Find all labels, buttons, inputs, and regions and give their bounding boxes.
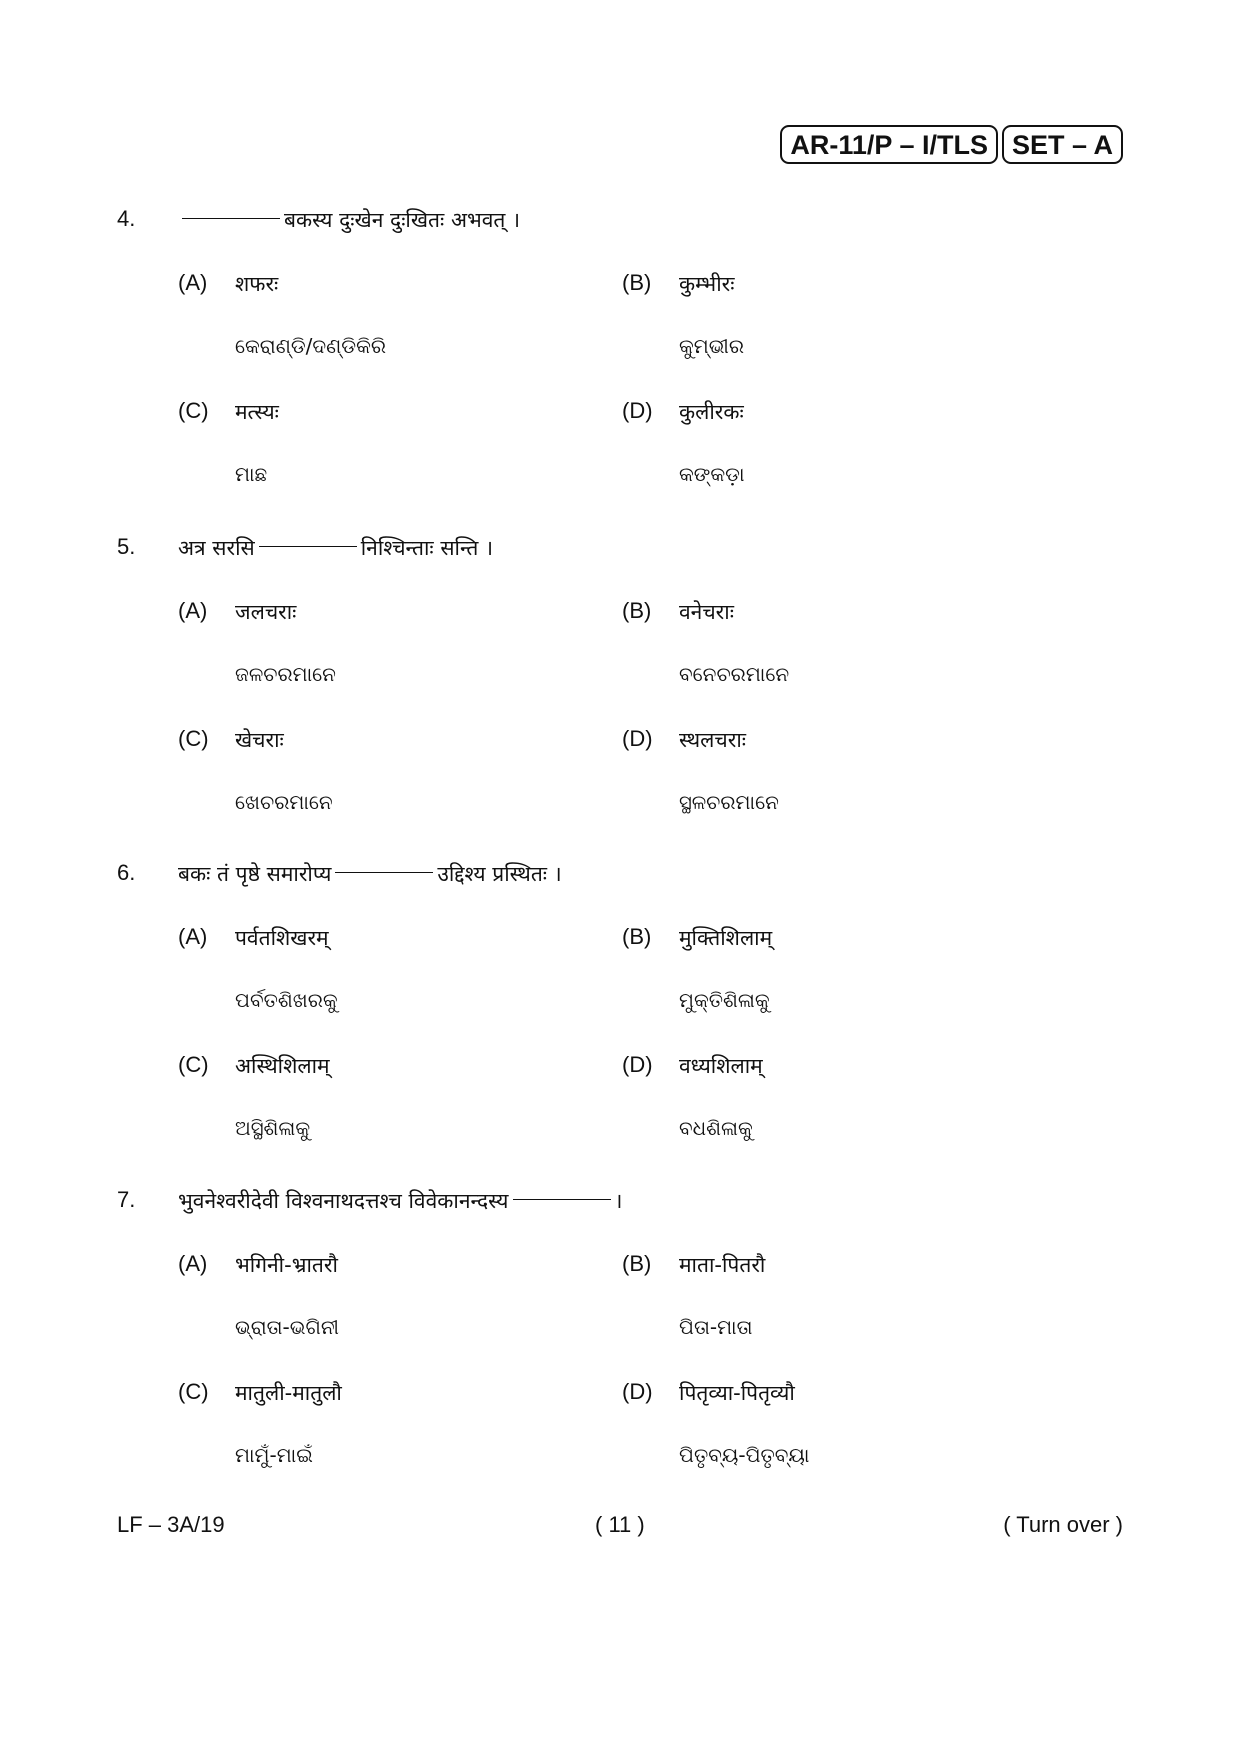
option-label: (D) <box>622 398 653 423</box>
turn-over-note: ( Turn over ) <box>1003 1512 1123 1537</box>
option-label: (D) <box>622 1052 653 1077</box>
stem-before: भुवनेश्वरीदेवी विश्वनाथदत्तश्च विवेकानन्दस्य <box>178 1189 509 1213</box>
option-label: (D) <box>622 1379 653 1404</box>
option-label: (C) <box>178 726 209 751</box>
option-odia: ବଧଶିଳାକୁ <box>679 1116 753 1140</box>
option-label: (A) <box>178 270 208 295</box>
option-odia: ଭ୍ରାତା-ଭଗିନୀ <box>235 1315 339 1339</box>
option-odia: ପର୍ବତଶିଖରକୁ <box>235 988 338 1012</box>
stem-after: उद्दिश्य प्रस्थितः । <box>437 862 562 886</box>
question-stem <box>178 860 562 888</box>
option-odia: ପିତା-ମାତା <box>679 1315 753 1339</box>
option-sanskrit: भगिनी-भ्रातरौ <box>235 1253 338 1277</box>
option-label: (C) <box>178 398 209 423</box>
question-number: 5. <box>117 534 136 559</box>
option-odia: କେରାଣ୍ଡି/ଦଣ୍ଡିକିରି <box>235 334 387 358</box>
stem-after: बकस्य दुःखेन दुःखितः अभवत् । <box>284 208 521 232</box>
fill-blank <box>182 217 280 219</box>
question-number: 6. <box>117 860 136 885</box>
option-label: (B) <box>622 270 652 295</box>
option-sanskrit: मातुली-मातुलौ <box>235 1381 342 1405</box>
option-label: (B) <box>622 1251 652 1276</box>
option-label: (C) <box>178 1379 209 1404</box>
option-sanskrit: अस्थिशिलाम् <box>235 1054 330 1078</box>
option-sanskrit: वनेचराः <box>679 600 734 624</box>
option-label: (D) <box>622 726 653 751</box>
option-odia: କଙ୍କଡ଼ା <box>679 462 745 486</box>
fill-blank <box>259 545 357 547</box>
option-odia: ମୁକ୍ତିଶିଳାକୁ <box>679 988 770 1012</box>
question-number: 7. <box>117 1187 136 1212</box>
option-label: (B) <box>622 924 652 949</box>
option-odia: ପିତୃବ୍ୟ-ପିତୃବ୍ୟା <box>679 1443 810 1467</box>
option-odia: ଜଳଚରମାନେ <box>235 662 336 686</box>
option-odia: ମାଛ <box>235 462 268 486</box>
paper-code-box: AR-11/P – I/TLS <box>780 125 998 164</box>
fill-blank <box>513 1198 611 1200</box>
option-sanskrit: वध्यशिलाम् <box>679 1054 763 1078</box>
option-odia: ବନେଚରମାନେ <box>679 662 790 686</box>
set-code-box: SET – A <box>1002 125 1123 164</box>
option-label: (A) <box>178 598 208 623</box>
footer-code: LF – 3A/19 <box>117 1512 225 1537</box>
page-number: ( 11 ) <box>595 1512 645 1537</box>
option-sanskrit: मुक्तिशिलाम् <box>679 926 773 950</box>
option-odia: ସ୍ଥଳଚରମାନେ <box>679 790 779 814</box>
question-stem <box>178 1187 622 1215</box>
option-odia: ମାମୁଁ-ମାଇଁ <box>235 1443 313 1467</box>
stem-before: अत्र सरसि <box>178 536 255 560</box>
option-label: (B) <box>622 598 652 623</box>
option-sanskrit: स्थलचराः <box>679 728 747 752</box>
question-stem <box>178 206 520 234</box>
stem-after: निश्चिन्ताः सन्ति । <box>360 536 494 560</box>
option-sanskrit: पर्वतशिखरम् <box>235 926 329 950</box>
option-label: (A) <box>178 924 208 949</box>
option-sanskrit: जलचराः <box>235 600 297 624</box>
fill-blank <box>335 871 433 873</box>
stem-before: बकः तं पृष्ठे समारोप्य <box>178 862 332 886</box>
option-odia: ଅସ୍ଥିଶିଳାକୁ <box>235 1116 311 1140</box>
option-sanskrit: कुलीरकः <box>679 400 744 424</box>
stem-after: । <box>614 1189 623 1213</box>
option-sanskrit: मत्स्यः <box>235 400 279 424</box>
option-sanskrit: पितृव्या-पितृव्यौ <box>679 1381 795 1405</box>
question-stem <box>178 534 493 562</box>
option-odia: କୁମ୍ଭୀର <box>679 334 744 358</box>
option-sanskrit: शफरः <box>235 272 279 296</box>
paper-codes <box>780 125 1123 164</box>
option-label: (A) <box>178 1251 208 1276</box>
option-sanskrit: खेचराः <box>235 728 284 752</box>
question-number: 4. <box>117 206 136 231</box>
option-label: (C) <box>178 1052 209 1077</box>
option-sanskrit: माता-पितरौ <box>679 1253 766 1277</box>
option-odia: ଖେଚରମାନେ <box>235 790 333 814</box>
option-sanskrit: कुम्भीरः <box>679 272 735 296</box>
